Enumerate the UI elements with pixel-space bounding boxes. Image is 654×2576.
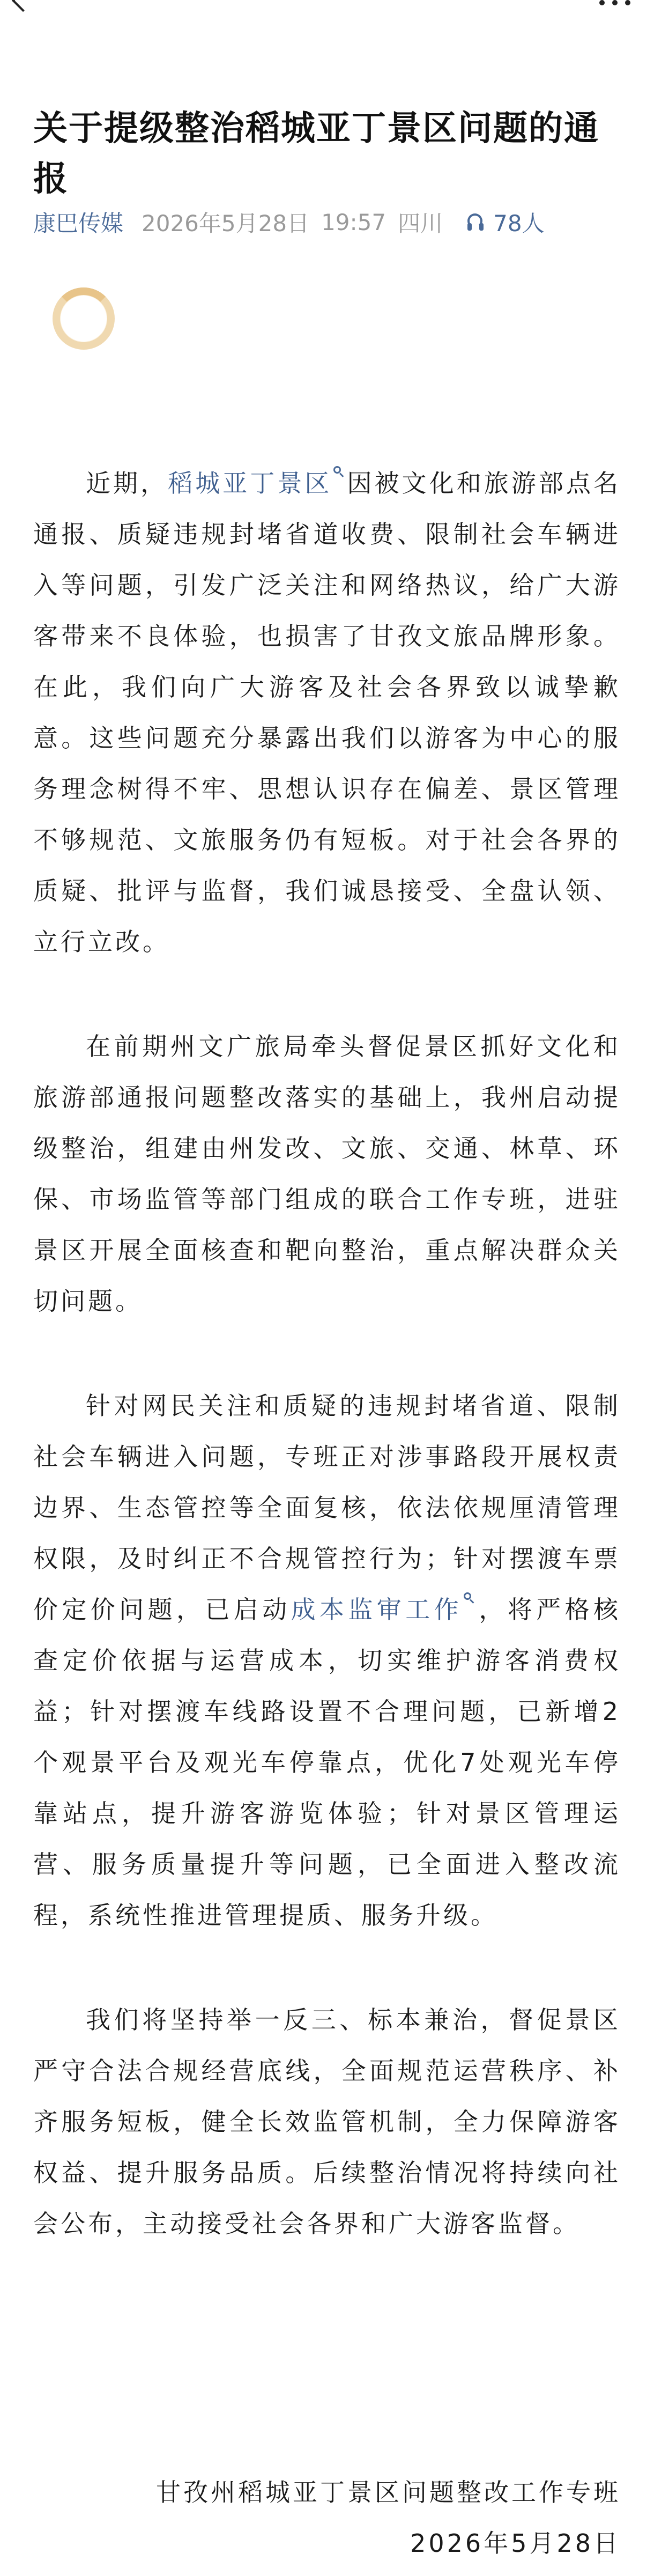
paragraph-2: 在前期州文广旅局牵头督促景区抓好文化和旅游部通报问题整改落实的基础上，我州启动提级整治，组建由州发改、文旅、交通、林草、环保、市场监管等部门组成的联合工作专班，进驻景区开展全面核查和靶向整治，重点解决群众关切问题。 [33, 1032, 621, 1316]
source-name[interactable]: 康巴传媒 [33, 210, 124, 237]
signature-org: 甘孜州稻城亚丁景区问题整改工作专班 [156, 2478, 621, 2507]
paragraph-3-text-b: ，将严格核查定价依据与运营成本，切实维护游客消费权益；针对摆渡车线路设置不合理问题，已新增2个观景平台及观光车停靠点，优化7处观光车停靠站点，提升游客游览体验；针对景区管理运营、服务质量提升等问题，已全面进入整改流程，系统性推进管理提质、服务升级。 [33, 1595, 621, 1930]
article-body [33, 458, 621, 2249]
paragraph-1-text-b: 因被文化和旅游部点名通报、质疑违规封堵省道收费、限制社会车辆进入等问题，引发广泛关注和网络热议，给广大游客带来不良体验，也损害了甘孜文旅品牌形象。在此，我们向广大游客及社会各界致以诚挚歉意。这些问题充分暴露出我们以游客为中心的服务理念树得不牢、思想认识存在偏差、景区管理不够规范、文旅服务仍有短板。对于社会各界的质疑、批评与监督，我们诚恳接受、全盘认领、立行立改。 [33, 469, 621, 956]
chevron-left-icon[interactable] [12, 0, 34, 12]
search-icon[interactable] [333, 466, 345, 478]
paragraph-3 [33, 1381, 621, 1941]
article-meta [33, 207, 545, 237]
publish-date: 2026年5月28日 [142, 210, 310, 237]
signature [31, 2467, 621, 2569]
top-bar [0, 0, 654, 21]
search-icon[interactable] [464, 1592, 475, 1604]
paragraph-3-text-a: 针对网民关注和质疑的违规封堵省道、限制社会车辆进入问题，专班正对涉事路段开展权责边界、生态管控等全面复核，依法依规厘清管理权限，及时纠正不合规管控行为；针对摆渡车票价定价问题，已启动 [33, 1391, 621, 1624]
link-daocheng-yading[interactable]: 稻城亚丁景区 [168, 469, 332, 498]
listen-count: 78人 [493, 210, 545, 237]
more-dots-icon[interactable] [599, 0, 630, 5]
publish-time: 19:57 [321, 209, 387, 235]
paragraph-1 [33, 458, 621, 968]
listen-button[interactable] [466, 206, 544, 238]
signature-date: 2026年5月28日 [410, 2529, 621, 2558]
loading-spinner-icon [53, 287, 115, 350]
publish-location: 四川 [398, 210, 443, 237]
article-title: 关于提级整治稻城亚丁景区问题的通报 [33, 108, 599, 199]
link-cost-audit[interactable]: 成本监审工作 [291, 1595, 463, 1624]
headphone-icon [466, 212, 486, 232]
paragraph-4: 我们将坚持举一反三、标本兼治，督促景区严守合法合规经营底线，全面规范运营秩序、补齐服务短板，健全长效监管机制，全力保障游客权益、提升服务品质。后续整治情况将持续向社会公布，主动接受社会各界和广大游客监督。 [33, 2005, 621, 2238]
paragraph-1-text-a: 近期， [86, 469, 168, 498]
